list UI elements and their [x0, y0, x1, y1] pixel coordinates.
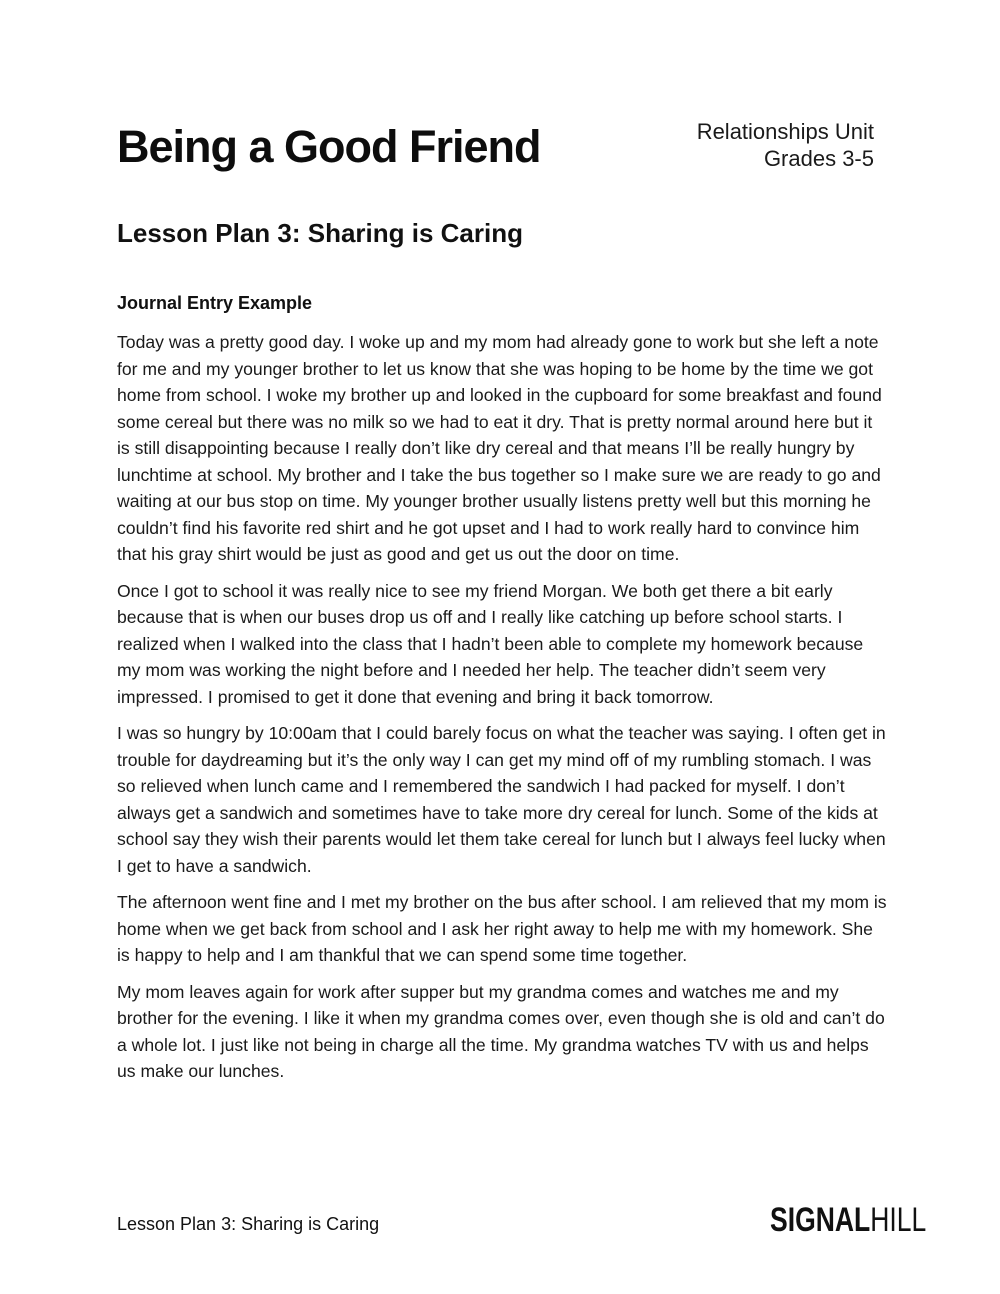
journal-paragraph: The afternoon went fine and I met my brother on the bus after school. I am relieved that my mom is home when we get back from school and I ask her right away to help me with my homework. She is happy to help and I am thankful that we can spend some time together.: [117, 892, 887, 965]
journal-entry-body: [117, 329, 887, 1095]
journal-paragraph: My mom leaves again for work after supper but my grandma comes and watches me and my brother for the evening. I like it when my grandma comes over, even though she is old and can’t do a whole lot. I just like not being in charge all the time. My grandma watches TV with us and helps us make our lunches.: [117, 981, 885, 1081]
footer-lesson-label: Lesson Plan 3: Sharing is Caring: [117, 1214, 380, 1234]
page-title: Being a Good Friend: [117, 121, 541, 172]
logo-text-hill: HILL: [869, 1201, 926, 1239]
logo-text-signal: SIGNAL: [769, 1201, 870, 1239]
lesson-heading: Lesson Plan 3: Sharing is Caring: [117, 218, 523, 248]
journal-paragraph: Today was a pretty good day. I woke up and my mom had already gone to work but she left a note for me and my younger brother to let us know that she was hoping to be home by the time we got home from school. I woke my brother up and looked in the cupboard for some breakfast and found some cereal but there was no milk so we had to eat it dry. That is pretty normal around here but it is still disappointing because I really don’t like dry cereal and that means I’ll be really hungry by lunchtime at school. My brother and I take the bus together so I make sure we are ready to go and waiting at our bus stop on time. My younger brother usually listens pretty well but this morning he couldn’t find his favorite red shirt and he got upset and I had to work really hard to convince him that his gray shirt would be just as good and get us out the door on time.: [117, 332, 882, 564]
signalhill-logo: [770, 1196, 926, 1244]
section-label: Journal Entry Example: [117, 293, 313, 313]
journal-paragraph: I was so hungry by 10:00am that I could barely focus on what the teacher was saying. I often get in trouble for daydreaming but it’s the only way I can get my mind off of my rumbling stomach. I was so relieved when lunch came and I remembered the sandwich I had packed for myself. I don’t always get a sandwich and sometimes have to take more dry cereal for lunch. Some of the kids at school say they wish their parents would let them take cereal for lunch but I always feel lucky when I get to have a sandwich.: [117, 723, 886, 876]
journal-paragraph: Once I got to school it was really nice to see my friend Morgan. We both get there a bit early because that is when our buses drop us off and I really like catching up before school starts. I realized when I walked into the class that I hadn’t been able to complete my homework because my mom was working the night before and I needed her help. The teacher didn’t seem very impressed. I promised to get it done that evening and bring it back tomorrow.: [117, 580, 864, 707]
grade-range: Grades 3-5: [763, 146, 874, 171]
unit-meta: [697, 118, 874, 172]
unit-name: Relationships Unit: [696, 119, 874, 144]
